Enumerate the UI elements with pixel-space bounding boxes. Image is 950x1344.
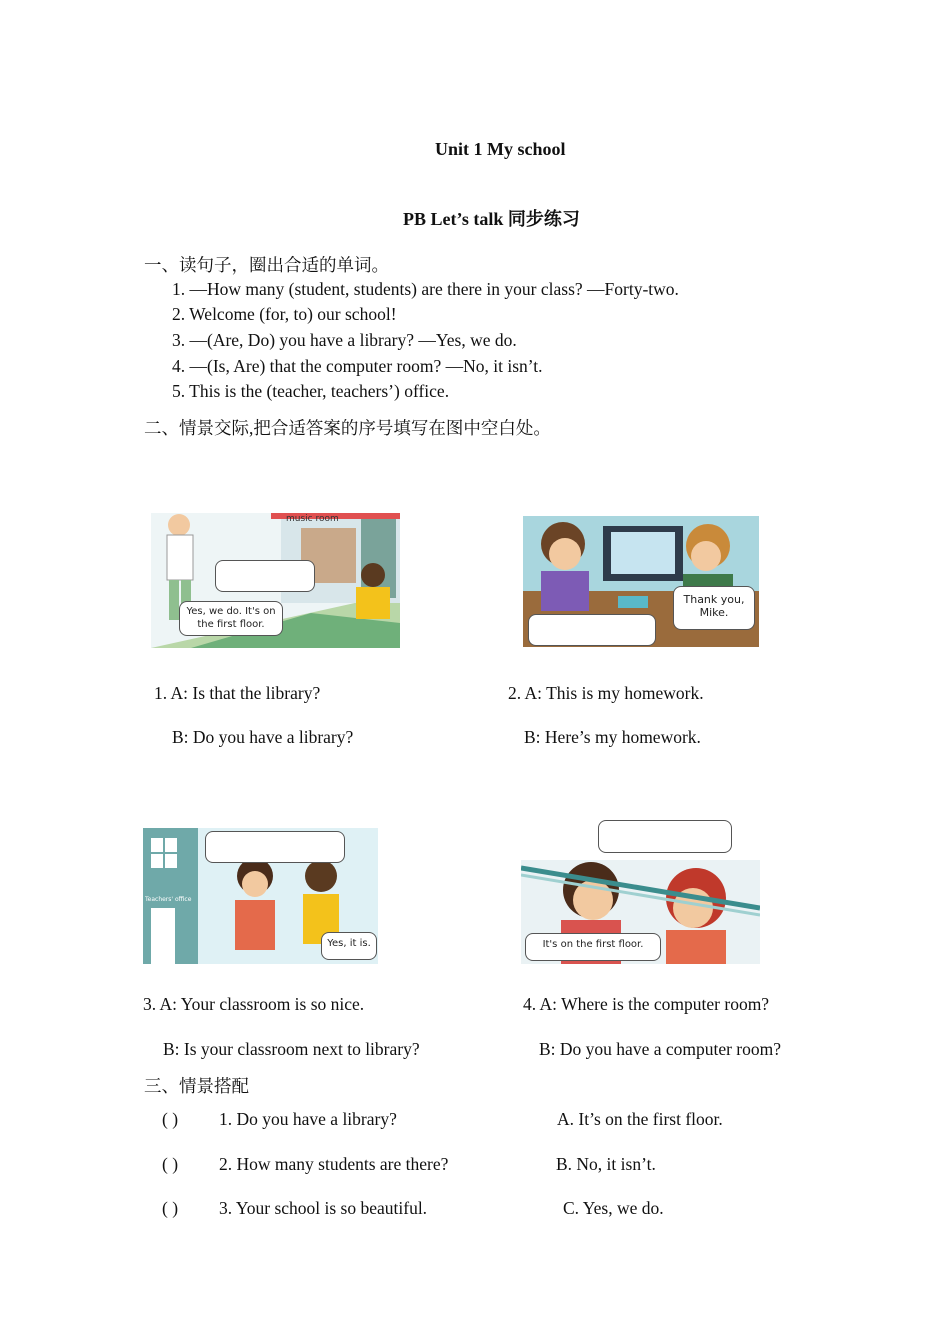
page-subtitle: PB Let’s talk 同步练习 xyxy=(403,209,580,229)
blank-speech-bubble xyxy=(215,560,315,592)
speech-bubble: Thank you, Mike. xyxy=(673,586,755,630)
page-title: Unit 1 My school xyxy=(435,139,566,159)
speech-bubble: Yes, it is. xyxy=(321,932,377,960)
question-2: 2. How many students are there? xyxy=(219,1154,449,1174)
blank-speech-bubble xyxy=(598,820,732,853)
section-1-item: 3. —(Are, Do) you have a library? —Yes, we do. xyxy=(172,330,517,350)
option-2-b: B: Here’s my homework. xyxy=(524,727,701,747)
music-room-sign: music room xyxy=(286,514,339,524)
section-3-heading: 三、情景搭配 xyxy=(144,1076,249,1096)
section-1-item: 1. —How many (student, students) are there in your class? —Forty-two. xyxy=(172,279,679,299)
section-1-item: 5. This is the (teacher, teachers’) office. xyxy=(172,381,450,401)
picture-1 xyxy=(151,513,400,648)
option-3-a: 3. A: Your classroom is so nice. xyxy=(143,994,365,1014)
blank-speech-bubble xyxy=(205,831,345,863)
option-4-a: 4. A: Where is the computer room? xyxy=(523,994,770,1014)
speech-bubble: It's on the first floor. xyxy=(525,933,661,961)
question-3: 3. Your school is so beautiful. xyxy=(219,1198,428,1218)
option-1-b: B: Do you have a library? xyxy=(172,727,354,747)
answer-blank[interactable]: ( ) xyxy=(162,1198,179,1218)
option-1-a: 1. A: Is that the library? xyxy=(154,683,321,703)
picture-3 xyxy=(143,828,378,964)
answer-blank[interactable]: ( ) xyxy=(162,1109,179,1129)
answer-option-a: A. It’s on the first floor. xyxy=(557,1109,723,1129)
picture-4 xyxy=(521,820,760,964)
section-1-item: 2. Welcome (for, to) our school! xyxy=(172,304,397,324)
answer-option-b: B. No, it isn’t. xyxy=(556,1154,656,1174)
answer-blank[interactable]: ( ) xyxy=(162,1154,179,1174)
question-1: 1. Do you have a library? xyxy=(219,1109,397,1129)
option-2-a: 2. A: This is my homework. xyxy=(508,683,704,703)
office-sign: Teachers' office xyxy=(145,896,192,903)
answer-option-c: C. Yes, we do. xyxy=(563,1198,664,1218)
option-4-b: B: Do you have a computer room? xyxy=(539,1039,782,1059)
speech-bubble: Yes, we do. It's on the first floor. xyxy=(179,601,283,636)
picture-2 xyxy=(523,516,759,647)
blank-speech-bubble xyxy=(528,614,656,646)
option-3-b: B: Is your classroom next to library? xyxy=(163,1039,420,1059)
section-1-item: 4. —(Is, Are) that the computer room? —No, it isn’t. xyxy=(172,356,543,376)
section-1-heading: 一、读句子，圈出合适的单词。 xyxy=(144,255,389,275)
section-2-heading: 二、情景交际,把合适答案的序号填写在图中空白处。 xyxy=(144,418,551,438)
